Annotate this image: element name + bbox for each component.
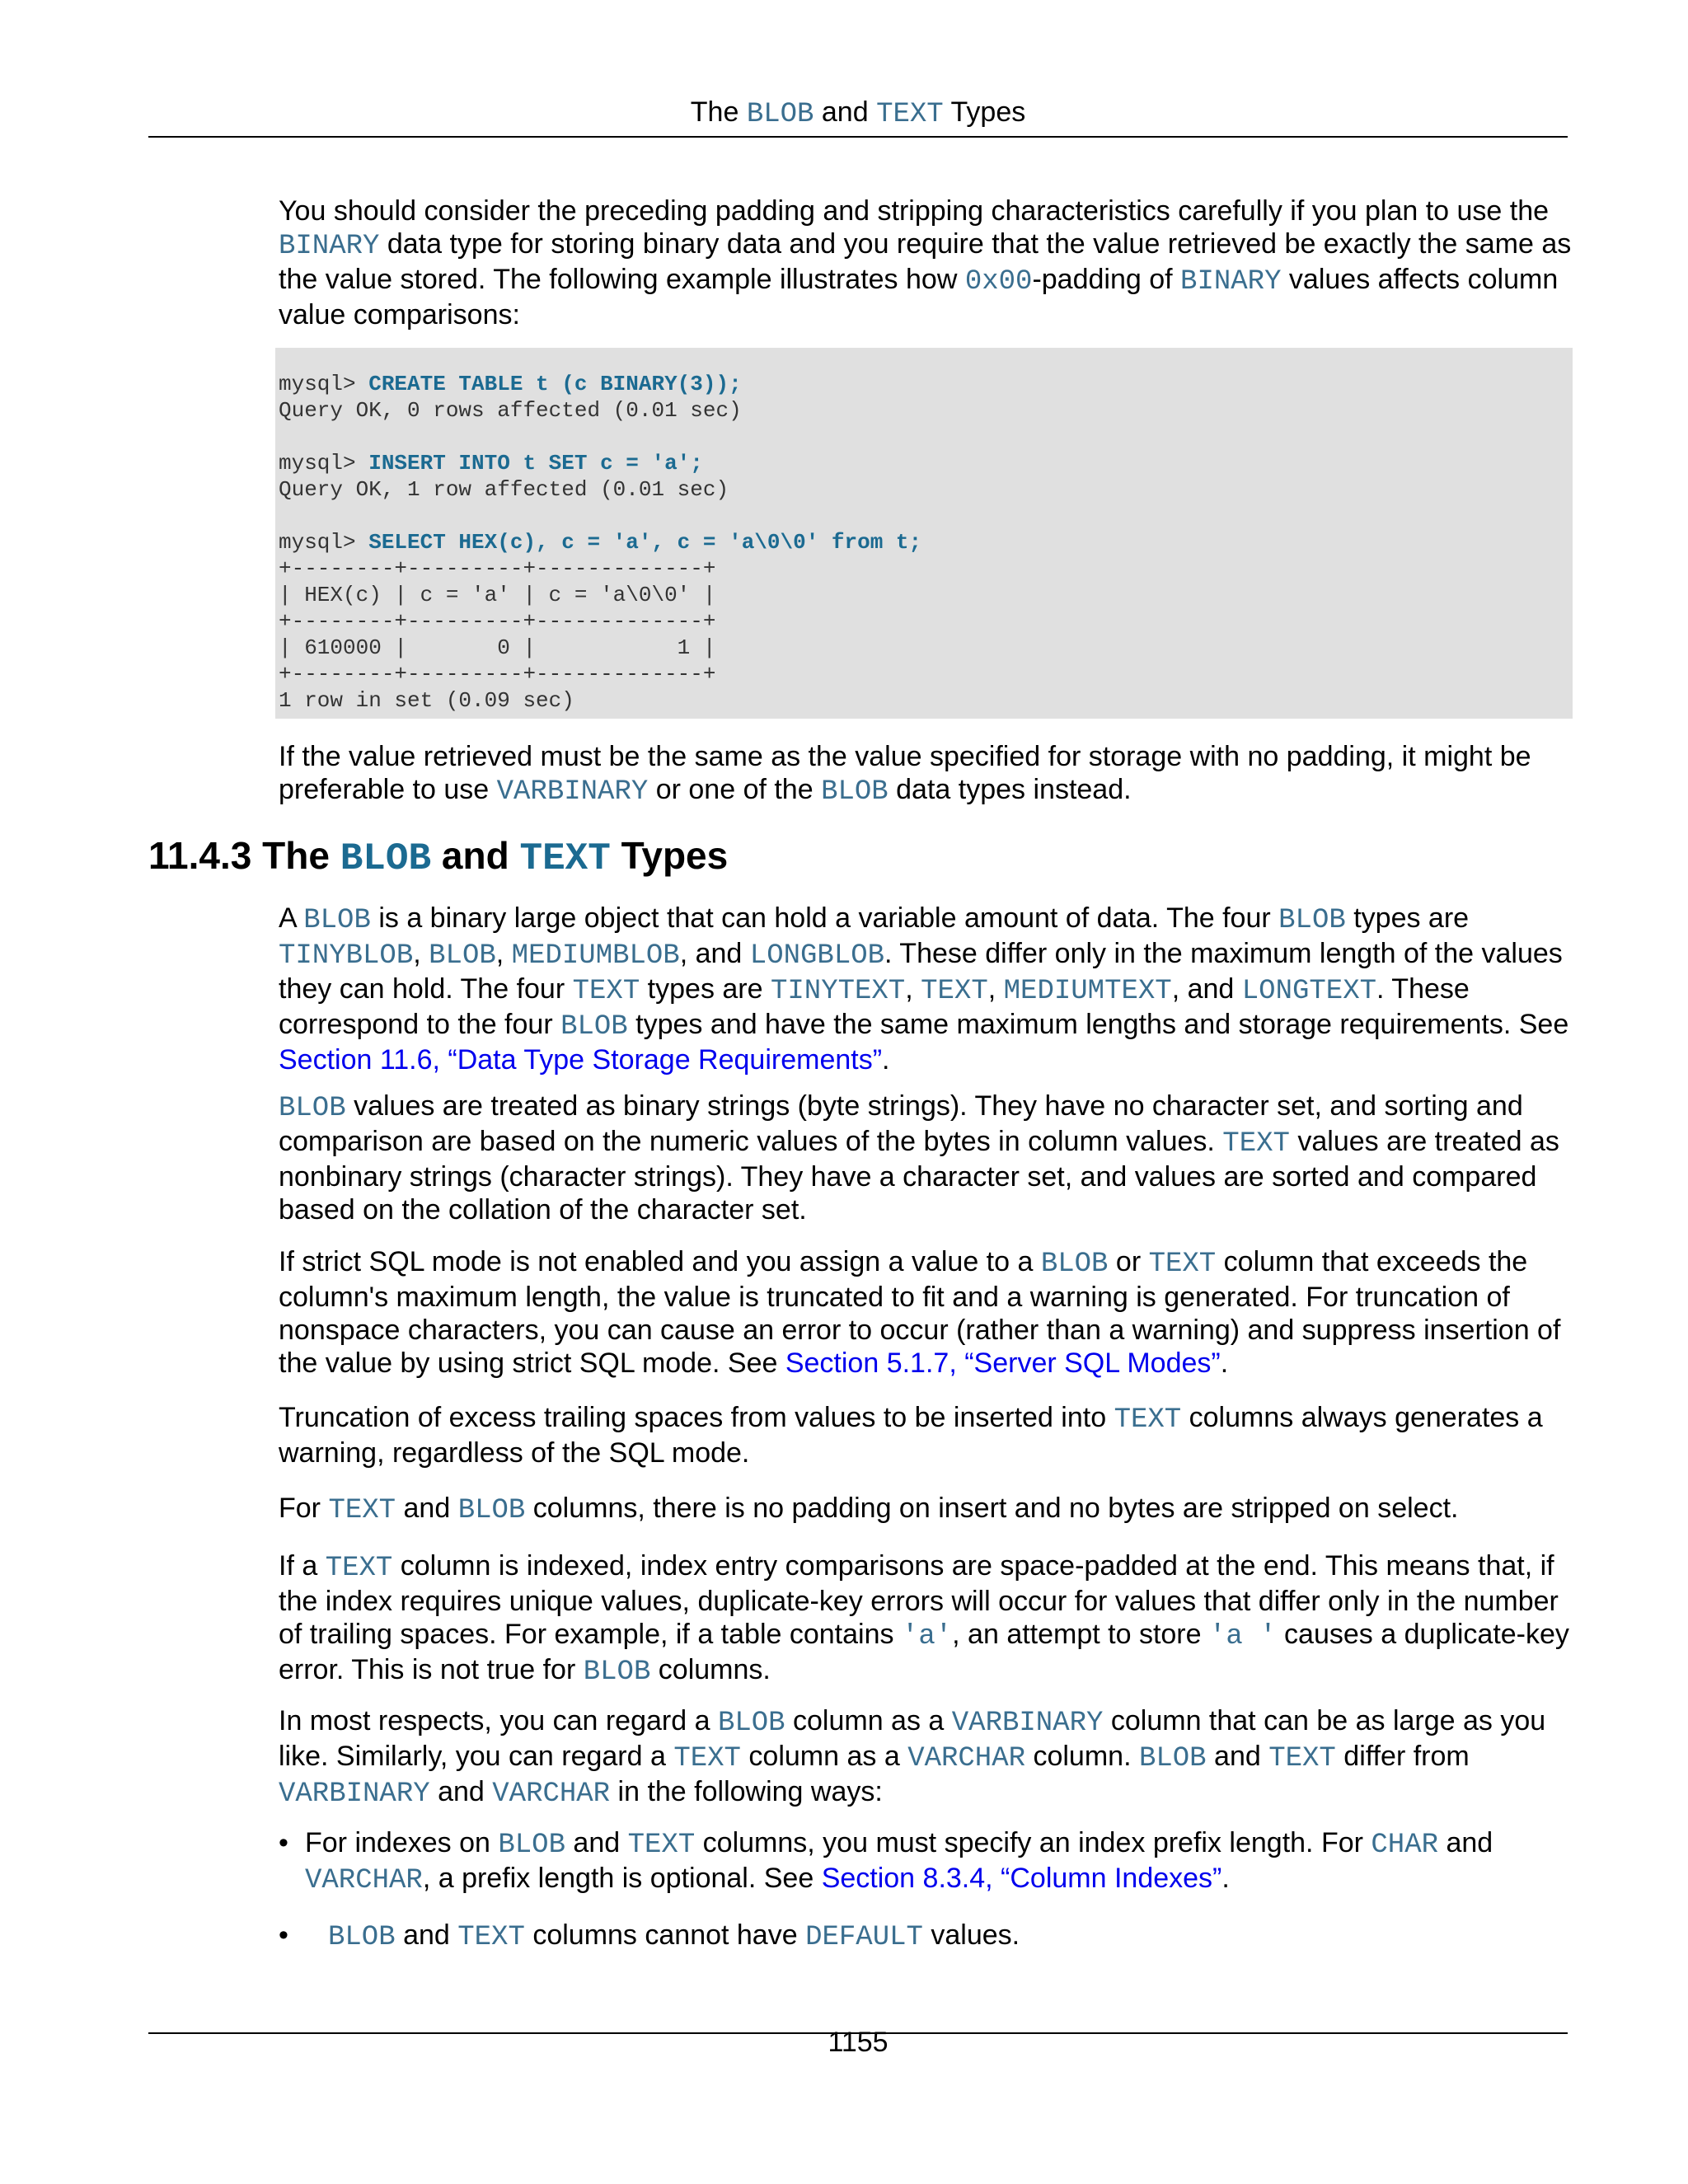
code-example-block [275,348,1573,719]
page-header [148,92,1568,134]
sql-command: INSERT INTO t SET c = 'a'; [368,451,703,476]
paragraph-blob-vs-varbinary: In most respects, you can regard a BLOB column as a VARBINARY column that can be as large as you like. Similarly, you can regard a TEXT column as a VARCHAR column. BLOB and TEXT differ from VARBINARY and VARCHAR in the following ways: [279,1705,1546,1810]
header-code-blob: BLOB [746,99,814,130]
section-heading: 11.4.3 The BLOB and TEXT Types [148,834,729,880]
mysql-prompt: mysql> [279,530,369,555]
page-number: 1155 [828,2027,889,2058]
list-item [279,1919,1573,1954]
bullet-marker: • [279,1827,288,1858]
link-server-sql-modes[interactable]: Section 5.1.7, “Server SQL Modes” [785,1347,1221,1379]
heading-code-blob: BLOB [340,837,432,880]
list-item [279,1826,1573,1897]
sql-output: Query OK, 1 row affected (0.01 sec) [279,477,729,502]
result-table-row: | 610000 | 0 | 1 | [279,635,716,660]
result-table-border: +--------+---------+-------------+ [279,556,716,581]
header-code-text: TEXT [876,99,944,130]
intro-paragraph-varbinary: If the value retrieved must be the same as the value specified for storage with no padding, it might be preferable to use VARBINARY or one of the BLOB data types instead. [279,741,1531,808]
list-item-text: For indexes on BLOB and TEXT columns, you must specify an index prefix length. For CHAR and VARCHAR, a prefix length is optional. See Section 8.3.4, “Column Indexes”. [305,1827,1493,1896]
link-column-indexes[interactable]: Section 8.3.4, “Column Indexes” [821,1863,1222,1894]
header-rule [148,136,1568,138]
header-text: Types [943,96,1026,128]
mysql-prompt: mysql> [279,451,369,476]
list-item-text: BLOB and TEXT columns cannot have DEFAULT values. [328,1919,1020,1953]
result-table-header: | HEX(c) | c = 'a' | c = 'a\0\0' | [279,583,716,607]
sql-command: SELECT HEX(c), c = 'a', c = 'a\0\0' from t; [368,530,922,555]
sql-output: 1 row in set (0.09 sec) [279,688,574,713]
paragraph-strict-sql-mode: If strict SQL mode is not enabled and you assign a value to a BLOB or TEXT column that exceeds the column's maximum length, the value is truncated to fit and a warning is generated. For truncation of nonspace characters, you can cause an error to occur (rather than a warning) and suppress insertion of the value by using strict SQL mode. See Section 5.1.7, “Server SQL Modes”. [279,1246,1561,1379]
sql-command: CREATE TABLE t (c BINARY(3)); [368,372,742,396]
intro-paragraph-binary: You should consider the preceding padding and stripping characteristics carefully if you plan to use the BINARY data type for storing binary data and you require that the value retrieved be exactly the same as the value stored. The following example illustrates how 0x00-padding of BINARY values affects column value comparisons: [279,195,1572,330]
paragraph-blob-binary-strings: BLOB values are treated as binary strings (byte strings). They have no character set, and sorting and comparison are based on the numeric values of the bytes in column values. TEXT values are treated as nonbinary strings (character strings). They have a character set, and values are sorted and compared based on the collation of the character set. [279,1090,1559,1226]
code-example [279,371,921,714]
sql-output: Query OK, 0 rows affected (0.01 sec) [279,398,742,423]
mysql-prompt: mysql> [279,372,369,396]
paragraph-no-padding: For TEXT and BLOB columns, there is no padding on insert and no bytes are stripped on select. [279,1493,1459,1526]
paragraph-blob-definition: A BLOB is a binary large object that can hold a variable amount of data. The four BLOB types are TINYBLOB, BLOB, MEDIUMBLOB, and LONGBLOB. These differ only in the maximum length of the values they can hold. The four TEXT types are TINYTEXT, TEXT, MEDIUMTEXT, and LONGTEXT. These correspond to the four BLOB types and have the same maximum lengths and storage requirements. See Section 11.6, “Data Type Storage Requirements”. [279,902,1569,1076]
result-table-border: +--------+---------+-------------+ [279,662,716,687]
paragraph-trailing-spaces: Truncation of excess trailing spaces from values to be inserted into TEXT columns always generates a warning, regardless of the SQL mode. [279,1402,1543,1469]
result-table-border: +--------+---------+-------------+ [279,609,716,634]
header-text: The [690,96,747,128]
header-text: and [814,96,877,128]
link-data-type-storage-requirements[interactable]: Section 11.6, “Data Type Storage Requirements” [279,1044,883,1076]
heading-code-text: TEXT [519,837,611,880]
bullet-marker: • [279,1919,288,1951]
paragraph-text-index: If a TEXT column is indexed, index entry comparisons are space-padded at the end. This means that, if the index requires unique values, duplicate-key errors will occur for values that differ only in the number of trailing spaces. For example, if a table contains 'a', an attempt to store 'a ' causes a duplicate-key error. This is not true for BLOB columns. [279,1550,1569,1688]
